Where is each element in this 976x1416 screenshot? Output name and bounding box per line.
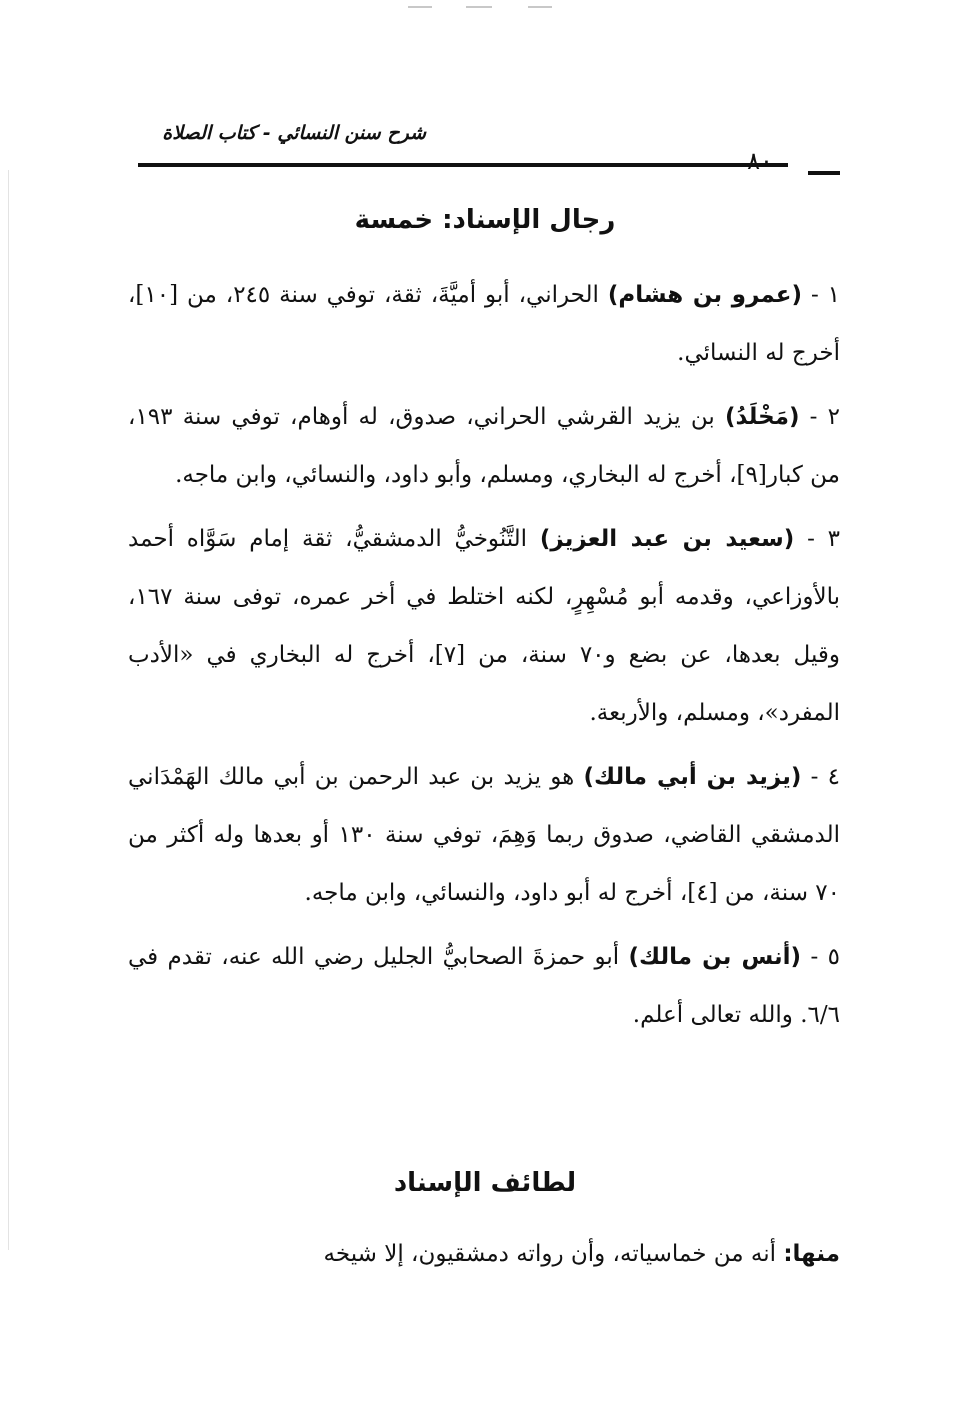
entry-number: ١ - [810, 282, 841, 308]
entry-number: ٣ - [807, 526, 841, 552]
narrator-name: (مَخْلَدُ) [724, 404, 800, 430]
entry-number: ٢ - [809, 404, 840, 430]
header-rule [138, 163, 788, 167]
scan-edge-line [8, 170, 9, 1250]
narrator-name: (عمرو بن هشام) [607, 282, 803, 308]
scan-mark [408, 6, 432, 8]
narrator-text: أبو حمزةَ الصحابيُّ الجليل رضي الله عنه، تقدم في ٦/٦. والله تعالى أعلم. [128, 944, 840, 1028]
narrator-entry [128, 266, 840, 382]
narrator-entry [128, 748, 840, 922]
section-heading-isnad-subtleties: لطائف الإسناد [393, 1168, 577, 1198]
narrator-text: هو يزيد بن عبد الرحمن بن أبي مالك الهَمْدَاني الدمشقي القاضي، صدوق ربما وَهِمَ، توفي سنة ١٣٠ أو بعدها وله أكثر من ٧٠ سنة، من [٤]، أخرج له أبو داود، والنسائي، وابن ماجه. [128, 764, 840, 906]
page-number: ٨٠ [747, 147, 773, 175]
entry-number: ٤ - [810, 764, 840, 790]
narrators-list [128, 266, 840, 1050]
narrator-entry [128, 510, 840, 742]
page-number-dash [808, 171, 840, 175]
narrator-text: الحراني، أبو أميَّةَ، ثقة، توفي سنة ٢٤٥، من [١٠]، أخرج له النسائي. [128, 282, 840, 366]
entry-number: ٥ - [810, 944, 840, 970]
running-title: شرح سنن النسائي - كتاب الصلاة [162, 122, 426, 144]
narrator-entry [128, 928, 840, 1044]
narrator-name: (يزيد بن أبي مالك) [583, 764, 802, 790]
paragraph [128, 1225, 840, 1283]
scan-top-marks [0, 6, 976, 10]
lead-word: منها: [783, 1241, 840, 1267]
narrator-name: (أنس بن مالك) [628, 944, 802, 970]
narrator-text: بن يزيد القرشي الحراني، صدوق، له أوهام، توفي سنة ١٩٣، من كبار[٩]، أخرج له البخاري، ومسلم، وأبو داود، والنسائي، وابن ماجه. [128, 404, 840, 488]
section-heading-narrators: رجال الإسناد: خمسة [354, 205, 616, 235]
scan-mark [528, 6, 552, 8]
narrator-text: التَّنُوخيُّ الدمشقيُّ، ثقة إمام سَوَّاه أحمد بالأوزاعي، وقدمه أبو مُسْهِرٍ، لكنه اختلط في أخر عمره، توفى سنة ١٦٧، وقيل بعدها، عن بضع و٧٠ سنة، من [٧]، أخرج له البخاري في «الأدب المفرد»، ومسلم، والأربعة. [128, 526, 840, 726]
paragraph-text: أنه من خماسياته، وأن رواته دمشقيون، إلا شيخه [323, 1241, 784, 1267]
scan-mark [466, 6, 492, 8]
narrator-entry [128, 388, 840, 504]
narrator-name: (سعيد بن عبد العزيز) [539, 526, 795, 552]
isnad-subtleties-text [128, 1225, 840, 1289]
